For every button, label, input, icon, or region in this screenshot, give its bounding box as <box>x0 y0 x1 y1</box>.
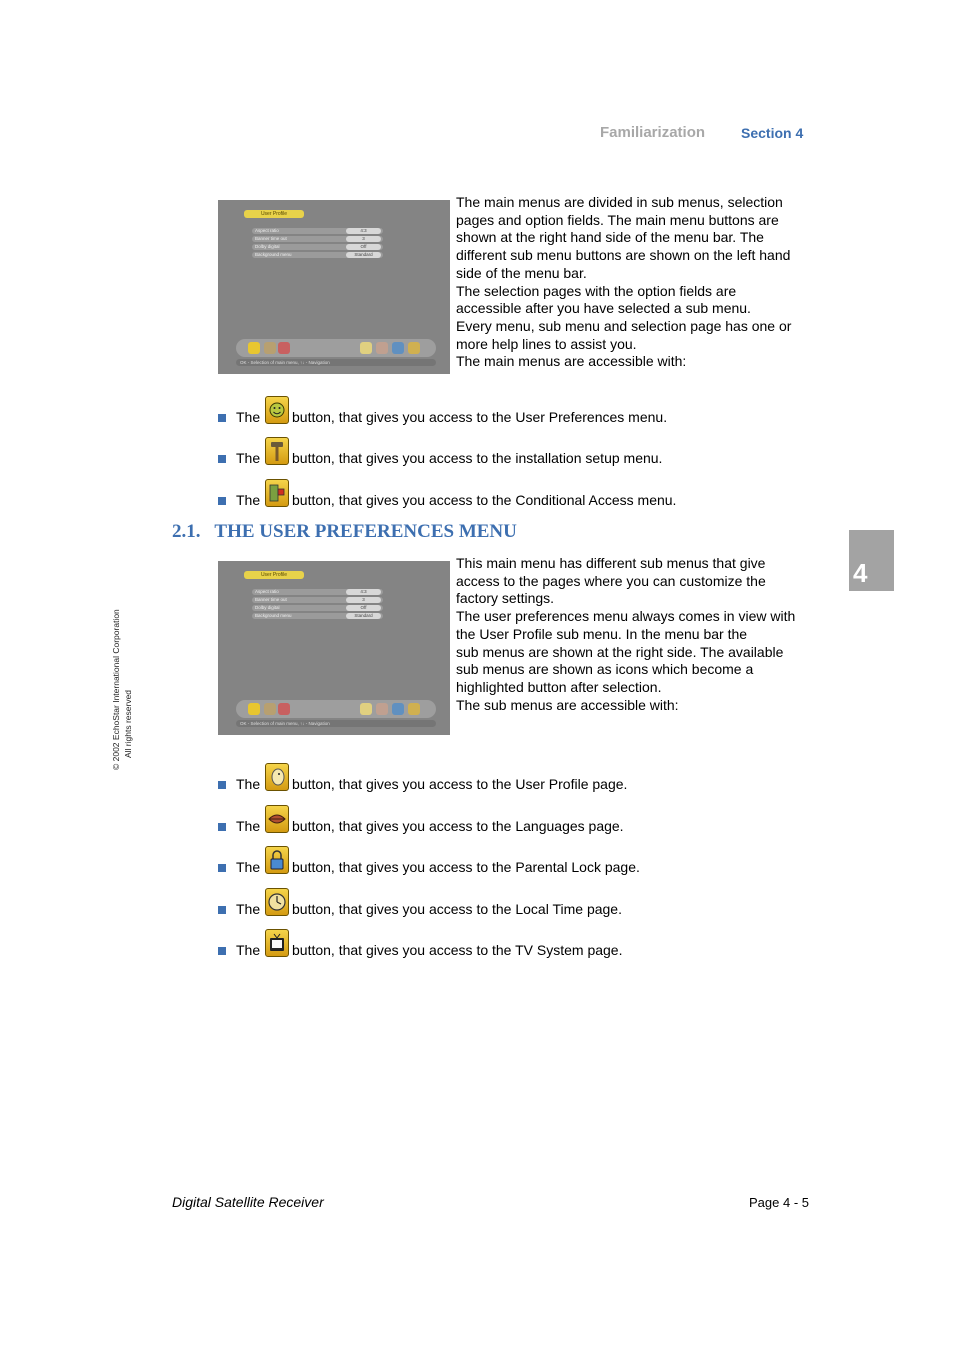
screenshot-title: User Profile <box>244 210 304 218</box>
clock-icon <box>408 342 420 354</box>
header-chapter: Familiarization <box>600 124 706 141</box>
screenshot-row-value: Off <box>346 605 381 611</box>
bullet-icon <box>218 497 226 505</box>
bullet-text: button, that gives you access to the installation setup menu. <box>292 450 663 466</box>
bullet-text: button, that gives you access to the Conditional Access menu. <box>292 492 677 508</box>
bullet-text: button, that gives you access to the Languages page. <box>292 818 624 834</box>
text-line: factory settings. <box>456 590 555 607</box>
screenshot-row-value: 4:3 <box>346 228 381 234</box>
lips-icon <box>376 342 388 354</box>
bullet-icon <box>218 455 226 463</box>
screenshot-row-label: Banner time out <box>252 597 383 603</box>
card-icon <box>278 703 290 715</box>
text-line: Every menu, sub menu and selection page has one or <box>456 317 792 334</box>
smiley-icon <box>248 342 260 354</box>
text-line: This main menu has different sub menus that give <box>456 555 766 571</box>
card-icon <box>278 342 290 354</box>
text-line: pages and option fields. The main menu buttons are <box>456 211 779 228</box>
text-line: more help lines to assist you. <box>456 335 637 352</box>
screenshot-row-label: Dolby digital <box>252 244 383 250</box>
screenshot-row-label: Background menu <box>252 613 383 619</box>
section-heading: 2.1. THE USER PREFERENCES MENU <box>172 521 517 542</box>
lock-icon <box>392 342 404 354</box>
bullet-icon <box>218 414 226 422</box>
text-line: different sub menu buttons are shown on the left hand <box>456 247 791 264</box>
screenshot-row-label: Aspect ratio <box>252 228 383 234</box>
text-line: shown at the right hand side of the menu bar. The <box>456 229 764 246</box>
hammer-icon <box>264 342 276 354</box>
profile-icon <box>360 342 372 354</box>
text-line: the User Profile sub menu. In the menu bar the <box>456 625 748 642</box>
screenshot-help-line: OK - Selection of main menu, ↑↓ - Navigation <box>236 720 436 727</box>
text-line: The user preferences menu always comes in view with <box>456 608 796 625</box>
bullet-prefix: The <box>236 901 261 917</box>
text-line: highlighted button after selection. <box>456 678 662 695</box>
clock-icon <box>265 888 289 916</box>
bullet-icon <box>218 781 226 789</box>
bullet-text: button, that gives you access to the TV System page. <box>292 942 623 958</box>
screenshot-row-value: Standard <box>346 252 381 258</box>
bullet-text: button, that gives you access to the Local Time page. <box>292 901 622 917</box>
smiley-icon <box>248 703 260 715</box>
lips-icon <box>265 805 289 833</box>
lock-icon <box>265 846 289 874</box>
text-line: accessible after you have selected a sub menu. <box>456 300 751 317</box>
header-section: Section 4 <box>741 125 804 141</box>
footer-title: Digital Satellite Receiver <box>172 1194 324 1210</box>
screenshot-row-label: Aspect ratio <box>252 589 383 595</box>
screenshot-row-label: Dolby digital <box>252 605 383 611</box>
text-line: side of the menu bar. <box>456 264 587 281</box>
profile-icon <box>360 703 372 715</box>
screenshot-row-value: Off <box>346 244 381 250</box>
screenshot-row-value: 3 <box>346 236 381 242</box>
user-preferences-icon <box>265 396 289 424</box>
user-profile-icon <box>265 763 289 791</box>
hammer-icon <box>265 437 289 465</box>
screenshot-help-line: OK - Selection of main menu, ↑↓ - Navigation <box>236 359 436 366</box>
bullet-prefix: The <box>236 818 261 834</box>
bullet-text: button, that gives you access to the Parental Lock page. <box>292 859 640 875</box>
bullet-prefix: The <box>236 409 261 425</box>
screenshot-row-value: Standard <box>346 613 381 619</box>
hammer-icon <box>264 703 276 715</box>
screenshot-row-value: 4:3 <box>346 589 381 595</box>
intro-paragraph <box>456 194 806 371</box>
screenshot-title: User Profile <box>244 571 304 579</box>
bullet-prefix: The <box>236 859 261 875</box>
page-number: Page 4 - 5 <box>749 1195 809 1210</box>
bullet-text: button, that gives you access to the User Preferences menu. <box>292 409 668 425</box>
text-line: sub menus are shown as icons which become a <box>456 661 754 678</box>
bullet-icon <box>218 864 226 872</box>
copyright-notice <box>110 570 134 770</box>
bullet-icon <box>218 823 226 831</box>
section-intro-paragraph <box>456 555 806 714</box>
clock-icon <box>408 703 420 715</box>
text-line: The selection pages with the option fields are <box>456 282 737 299</box>
text-line: The main menus are accessible with: <box>456 353 687 370</box>
chapter-tab-number: 4 <box>853 558 868 588</box>
lock-icon <box>392 703 404 715</box>
conditional-access-icon <box>265 479 289 507</box>
menu-screenshot <box>218 200 450 374</box>
bullet-prefix: The <box>236 776 261 792</box>
tv-icon <box>265 929 289 957</box>
screenshot-row-label: Banner time out <box>252 236 383 242</box>
bullet-icon <box>218 947 226 955</box>
copyright-line-1: © 2002 EchoStar International Corporation <box>111 609 121 770</box>
text-line: access to the pages where you can customize the <box>456 572 766 589</box>
bullet-prefix: The <box>236 450 261 466</box>
screenshot-row-value: 3 <box>346 597 381 603</box>
lips-icon <box>376 703 388 715</box>
chapter-tab <box>849 530 894 591</box>
copyright-line-2: All rights reserved <box>123 689 133 758</box>
screenshot-row-label: Background menu <box>252 252 383 258</box>
bullet-prefix: The <box>236 492 261 508</box>
bullet-prefix: The <box>236 942 261 958</box>
bullet-icon <box>218 906 226 914</box>
text-line: The main menus are divided in sub menus, selection <box>456 194 783 210</box>
menu-screenshot <box>218 561 450 735</box>
text-line: sub menus are shown at the right side. The available <box>456 643 784 660</box>
text-line: The sub menus are accessible with: <box>456 696 679 713</box>
bullet-text: button, that gives you access to the User Profile page. <box>292 776 628 792</box>
